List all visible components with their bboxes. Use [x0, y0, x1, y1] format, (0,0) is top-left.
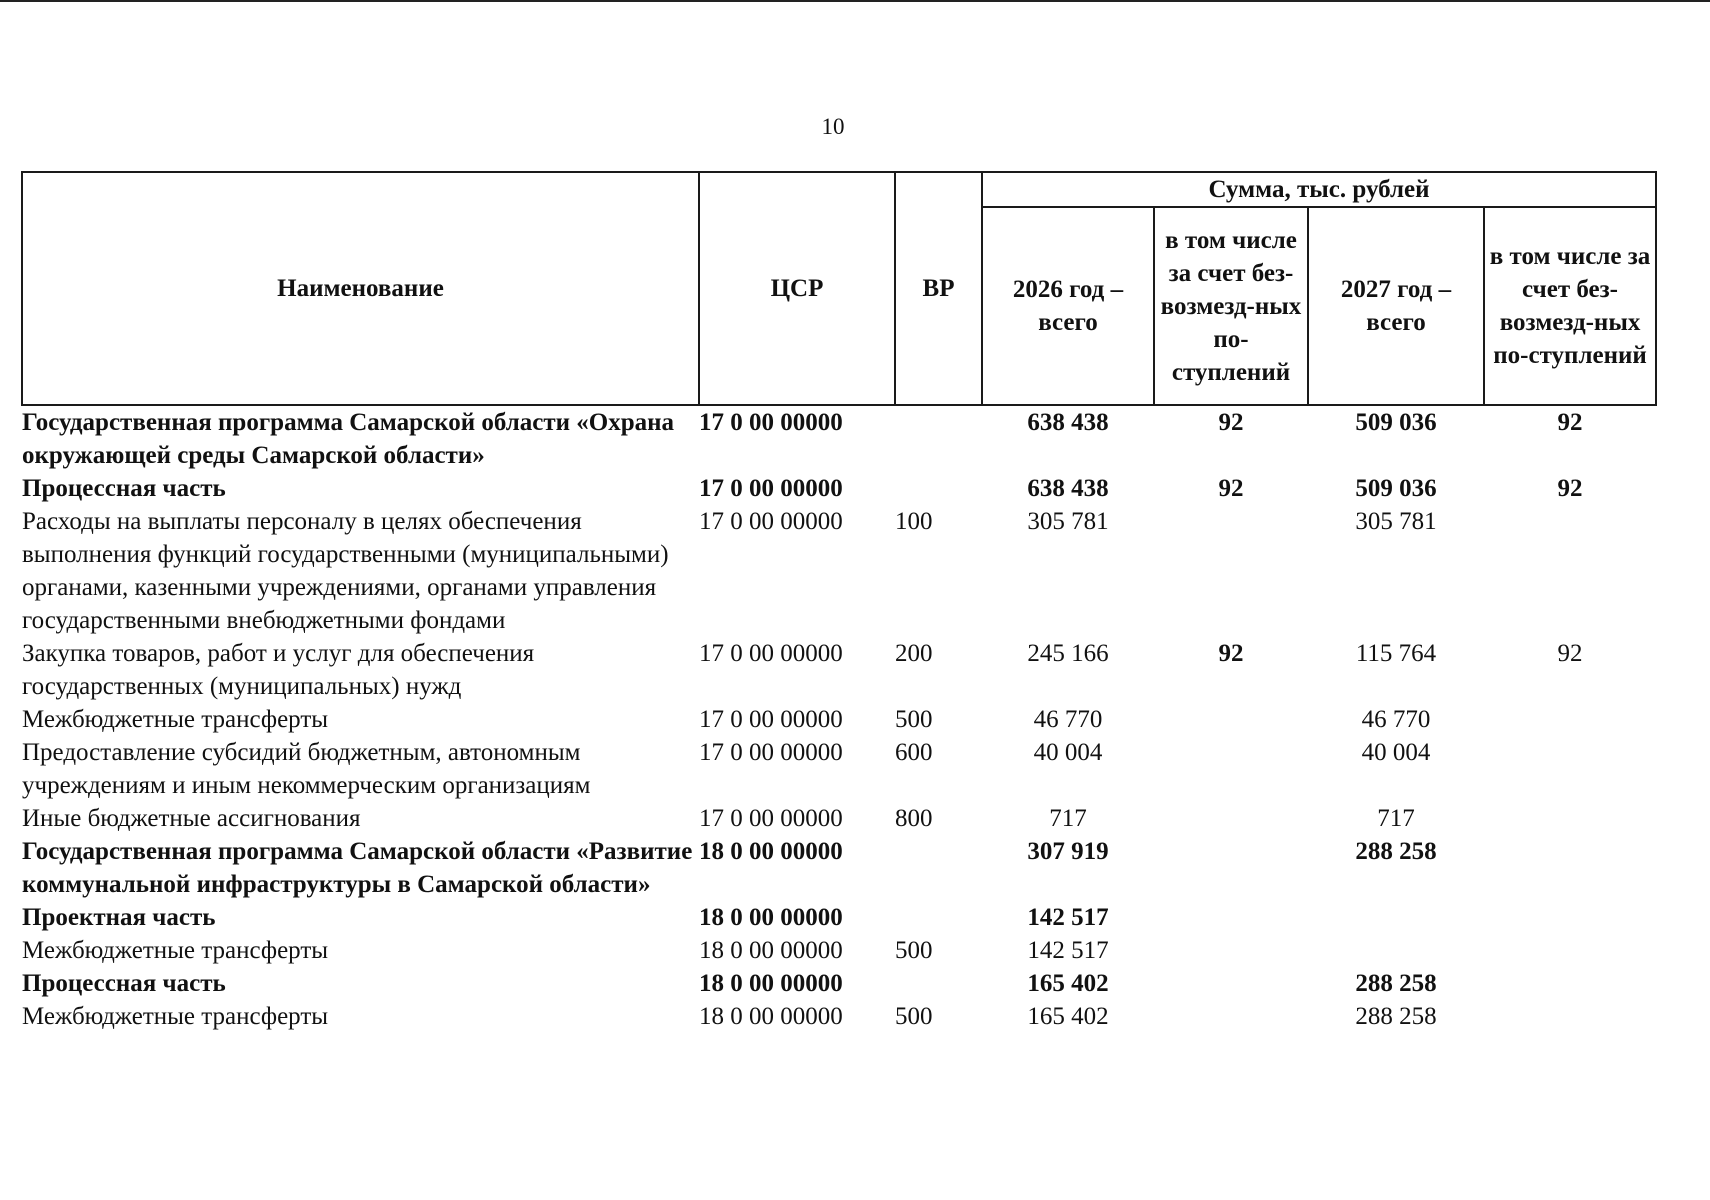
row-vr [895, 472, 982, 505]
row-2027-incl [1484, 703, 1656, 736]
row-2027-incl [1484, 967, 1656, 1000]
row-2026-total: 142 517 [1027, 904, 1109, 931]
row-vr: 600 [895, 739, 933, 766]
row-2026-incl [1154, 505, 1308, 637]
row-2026-total: 165 402 [1027, 1003, 1109, 1030]
row-name: Процессная часть [22, 475, 226, 502]
row-csr: 18 0 00 00000 [699, 937, 843, 964]
row-name: Государственная программа Самарской области «Охрана окружающей среды Самарской области» [22, 409, 675, 469]
row-2027-incl [1484, 835, 1656, 901]
row-2027-total: 509 036 [1355, 475, 1437, 502]
row-2027-incl [1484, 802, 1656, 835]
table-row [22, 934, 1656, 967]
table-row [22, 472, 1656, 505]
row-vr [895, 901, 982, 934]
row-2026-total: 305 781 [1027, 508, 1109, 535]
row-name: Государственная программа Самарской области «Развитие коммунальной инфраструктуры в Самарской области» [22, 838, 693, 898]
row-2027-incl [1484, 505, 1656, 637]
table-row [22, 637, 1656, 703]
row-name: Межбюджетные трансферты [22, 1003, 329, 1030]
row-2026-incl [1154, 802, 1308, 835]
row-2026-incl [1154, 967, 1308, 1000]
row-2027-incl: 92 [1557, 475, 1583, 502]
table-row [22, 901, 1656, 934]
row-2027-total: 305 781 [1355, 508, 1437, 535]
row-vr: 500 [895, 706, 933, 733]
row-2026-incl: 92 [1218, 475, 1244, 502]
row-2026-total: 40 004 [1033, 739, 1103, 766]
table-row [22, 703, 1656, 736]
row-csr: 17 0 00 00000 [699, 508, 843, 535]
row-2027-total: 288 258 [1355, 1003, 1437, 1030]
row-2027-total: 288 258 [1355, 970, 1437, 997]
row-2026-incl [1154, 736, 1308, 802]
row-2026-total: 638 438 [1027, 409, 1109, 436]
row-2027-total: 717 [1377, 805, 1415, 832]
row-csr: 17 0 00 00000 [699, 475, 843, 502]
row-2027-incl [1484, 736, 1656, 802]
table-row [22, 967, 1656, 1000]
row-2027-total [1308, 934, 1484, 967]
row-2026-incl [1154, 835, 1308, 901]
table-row [22, 736, 1656, 802]
header-2026-total: 2026 год – всего [982, 207, 1154, 405]
row-2026-total: 717 [1049, 805, 1087, 832]
row-2026-incl: 92 [1218, 640, 1244, 667]
row-name: Закупка товаров, работ и услуг для обеспечения государственных (муниципальных) нужд [22, 640, 535, 700]
row-2026-incl [1154, 1000, 1308, 1033]
row-vr: 500 [895, 1003, 933, 1030]
row-name: Межбюджетные трансферты [22, 706, 329, 733]
row-csr: 18 0 00 00000 [699, 970, 843, 997]
table-row [22, 802, 1656, 835]
row-2027-incl [1484, 1000, 1656, 1033]
row-csr: 17 0 00 00000 [699, 640, 843, 667]
row-vr: 500 [895, 937, 933, 964]
row-2027-total [1308, 901, 1484, 934]
row-csr: 18 0 00 00000 [699, 838, 843, 865]
header-vr: ВР [895, 172, 982, 405]
row-2027-total: 46 770 [1361, 706, 1431, 733]
row-vr: 800 [895, 805, 933, 832]
row-vr: 200 [895, 640, 933, 667]
table-row [22, 835, 1656, 901]
header-2027-total: 2027 год – всего [1308, 207, 1484, 405]
table-body [22, 405, 1656, 1033]
row-name: Межбюджетные трансферты [22, 937, 329, 964]
row-2027-total: 509 036 [1355, 409, 1437, 436]
budget-table [21, 171, 1657, 1033]
table-header [22, 172, 1656, 405]
row-2026-incl [1154, 934, 1308, 967]
row-csr: 17 0 00 00000 [699, 805, 843, 832]
row-2026-incl [1154, 901, 1308, 934]
header-2026-incl: в том числе за счет без-возмезд-ных по-ступлений [1154, 207, 1308, 405]
row-name: Иные бюджетные ассигнования [22, 805, 361, 832]
row-2026-total: 46 770 [1033, 706, 1103, 733]
row-name: Процессная часть [22, 970, 226, 997]
row-2027-incl: 92 [1557, 409, 1583, 436]
table-row [22, 405, 1656, 472]
table-row [22, 1000, 1656, 1033]
row-2027-incl [1484, 934, 1656, 967]
row-2027-incl: 92 [1557, 640, 1583, 667]
table-row [22, 505, 1656, 637]
header-2027-incl: в том числе за счет без-возмезд-ных по-ступлений [1484, 207, 1656, 405]
row-vr: 100 [895, 508, 933, 535]
row-vr [895, 405, 982, 472]
row-2026-total: 142 517 [1027, 937, 1109, 964]
header-name: Наименование [22, 172, 699, 405]
row-2027-total: 40 004 [1361, 739, 1431, 766]
row-csr: 17 0 00 00000 [699, 409, 843, 436]
header-sum-group: Сумма, тыс. рублей [982, 172, 1656, 207]
row-2027-incl [1484, 901, 1656, 934]
header-csr: ЦСР [699, 172, 895, 405]
row-2026-total: 307 919 [1027, 838, 1109, 865]
row-2026-total: 165 402 [1027, 970, 1109, 997]
row-2027-total: 288 258 [1355, 838, 1437, 865]
row-2026-total: 245 166 [1027, 640, 1109, 667]
row-2026-incl: 92 [1218, 409, 1244, 436]
row-csr: 18 0 00 00000 [699, 1003, 843, 1030]
page-number: 10 [821, 114, 845, 139]
row-csr: 17 0 00 00000 [699, 706, 843, 733]
row-name: Предоставление субсидий бюджетным, автономным учреждениям и иным некоммерческим организациям [22, 739, 591, 799]
row-2027-total: 115 764 [1355, 640, 1437, 667]
row-name: Расходы на выплаты персоналу в целях обеспечения выполнения функций государственными (муниципальными) органами, казенными учреждениями, органами управления государственными внебюджетными фондами [22, 508, 669, 634]
top-border-line [0, 0, 1710, 2]
row-2026-total: 638 438 [1027, 475, 1109, 502]
row-name: Проектная часть [22, 904, 216, 931]
row-2026-incl [1154, 703, 1308, 736]
row-csr: 18 0 00 00000 [699, 904, 843, 931]
row-vr [895, 835, 982, 901]
row-csr: 17 0 00 00000 [699, 739, 843, 766]
row-vr [895, 967, 982, 1000]
